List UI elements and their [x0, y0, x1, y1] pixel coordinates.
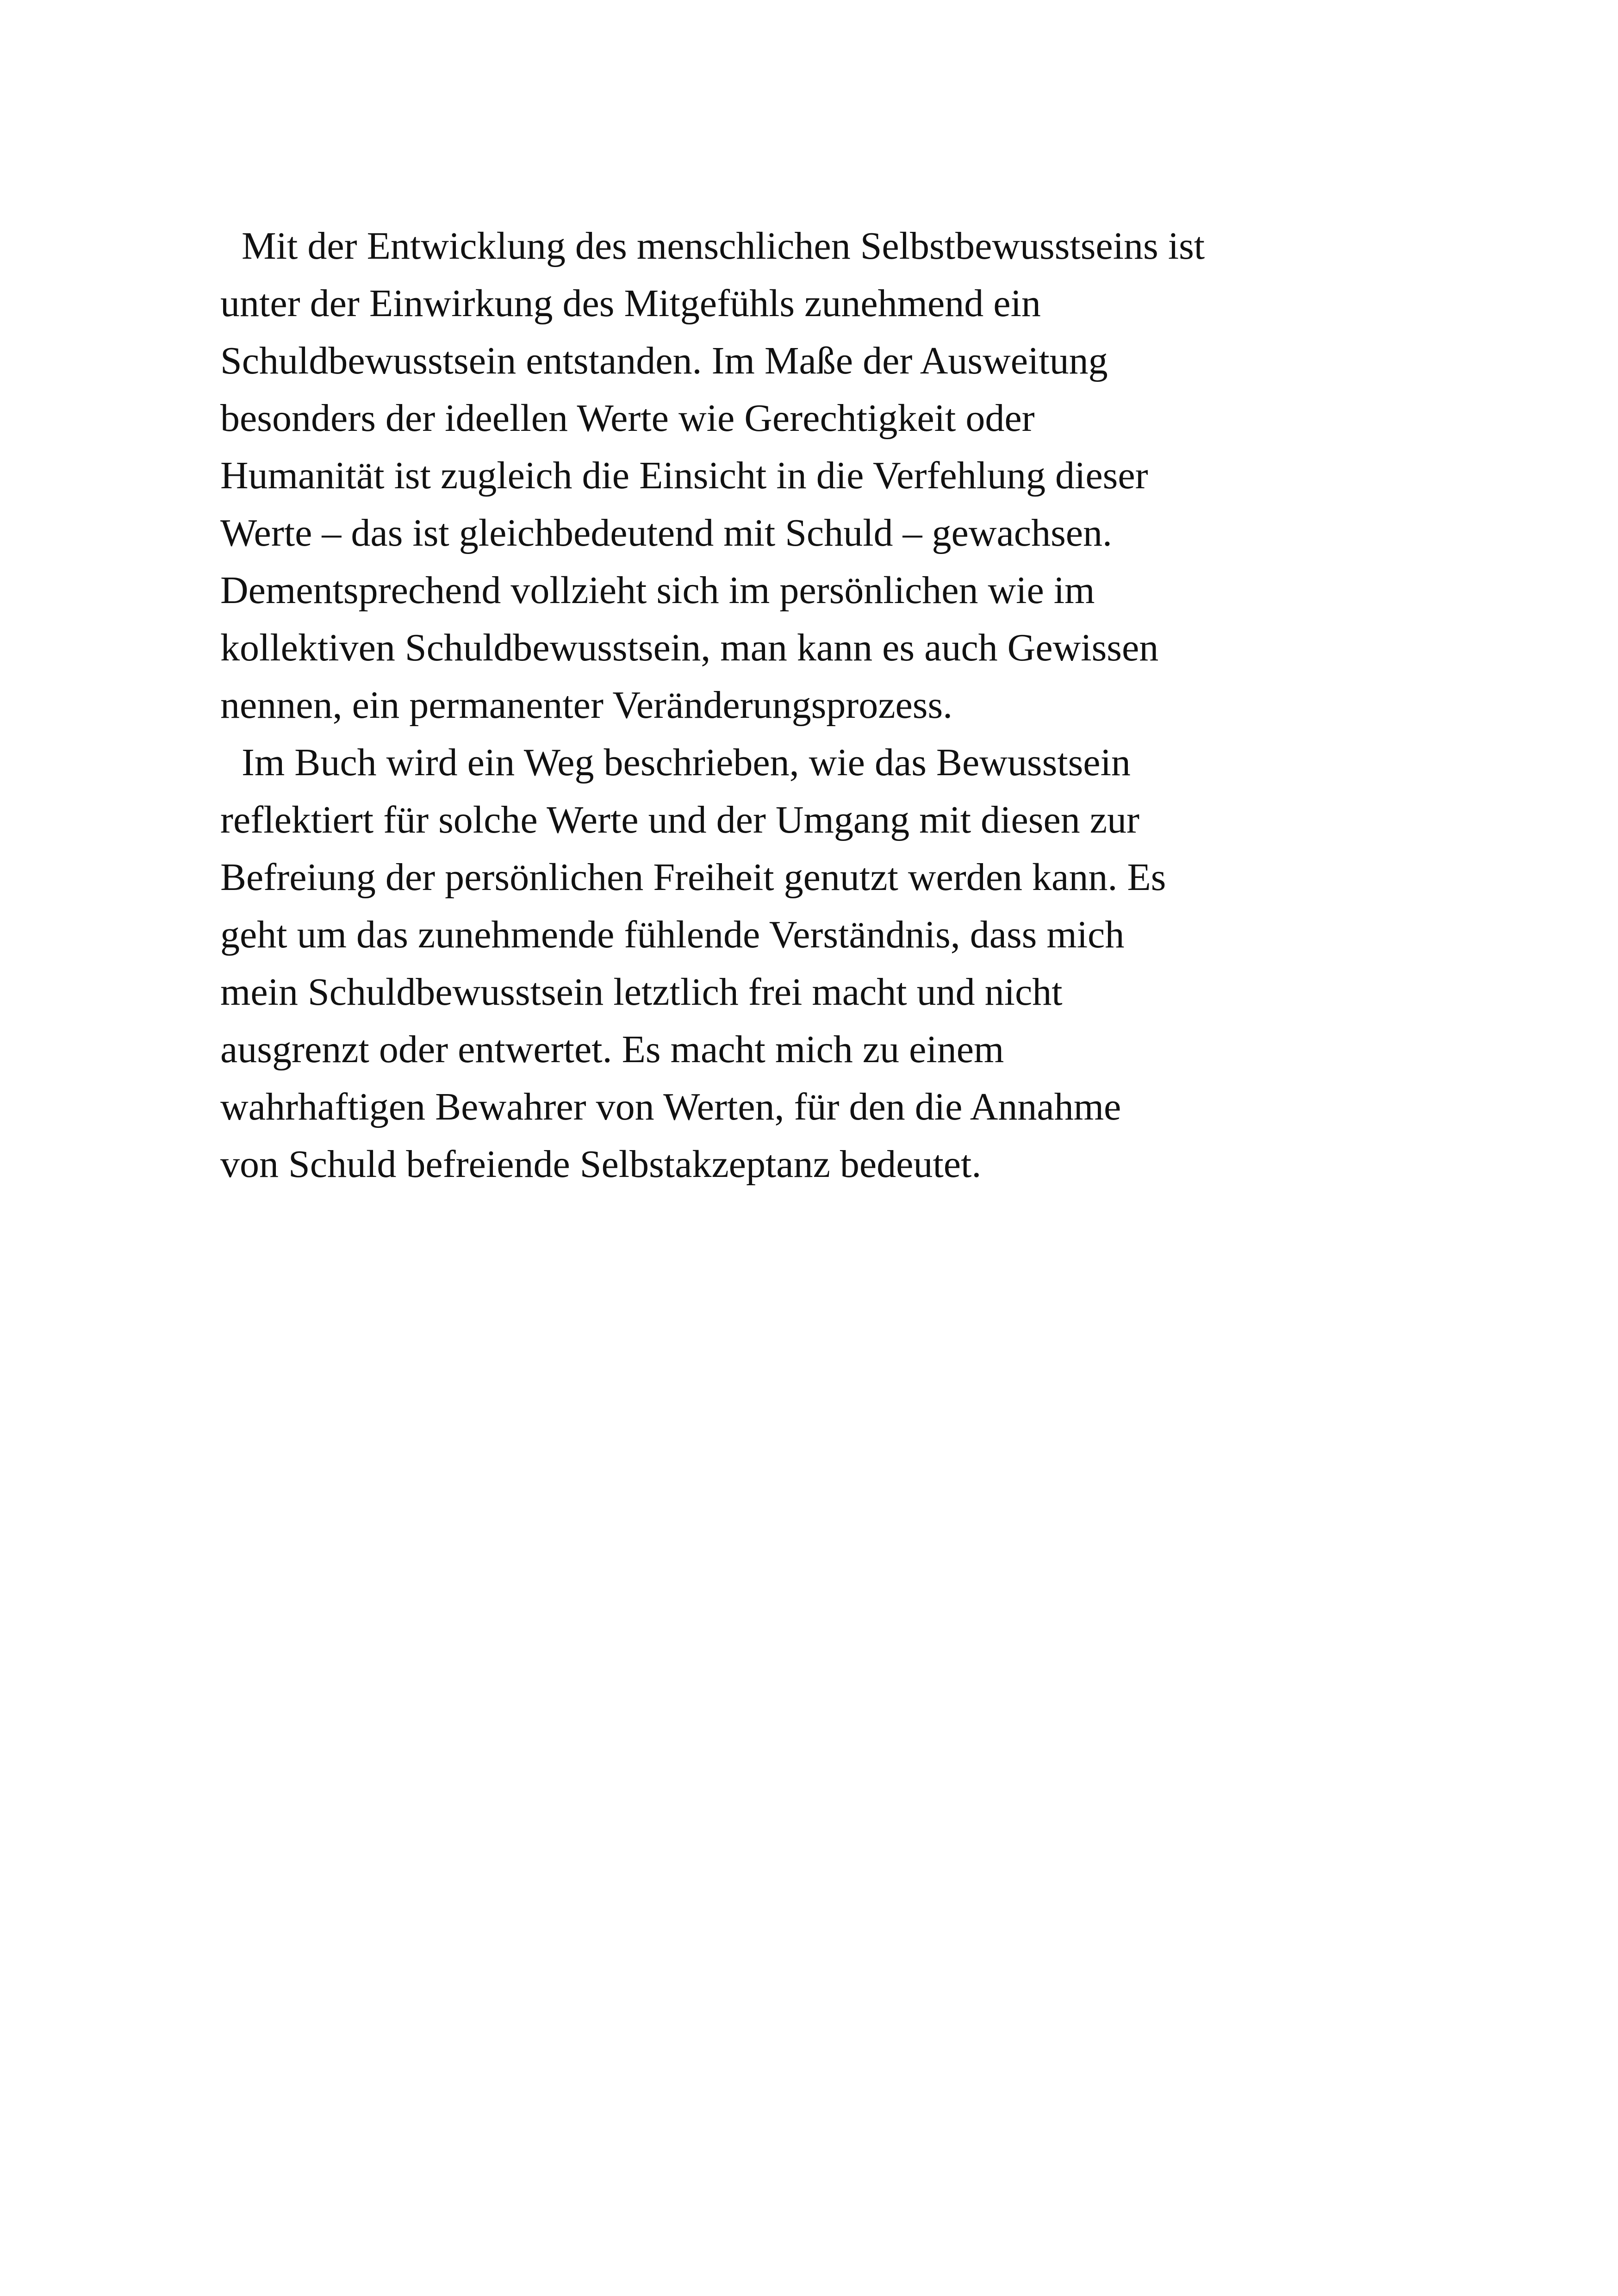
body-text: [220, 218, 1424, 1193]
text-line: Werte – das ist gleichbedeutend mit Schuld – gewachsen.: [220, 511, 1113, 554]
text-line: reflektiert für solche Werte und der Umgang mit diesen zur: [220, 798, 1139, 841]
text-line: ausgrenzt oder entwertet. Es macht mich zu einem: [220, 1028, 1004, 1071]
text-line: kollektiven Schuldbewusstsein, man kann es auch Gewissen: [220, 626, 1159, 669]
text-line: wahrhaftigen Bewahrer von Werten, für den die Annahme: [220, 1085, 1121, 1128]
text-line: mein Schuldbewusstsein letztlich frei macht und nicht: [220, 971, 1063, 1014]
text-line: Mit der Entwicklung des menschlichen Selbstbewusstseins ist: [242, 224, 1205, 268]
paragraph-2: [220, 734, 1424, 1193]
text-line: Humanität ist zugleich die Einsicht in die Verfehlung dieser: [220, 454, 1148, 497]
text-line: Befreiung der persönlichen Freiheit genutzt werden kann. Es: [220, 856, 1166, 899]
paragraph-1: [220, 218, 1424, 734]
text-line: besonders der ideellen Werte wie Gerechtigkeit oder: [220, 397, 1035, 440]
text-line: nennen, ein permanenter Veränderungsprozess.: [220, 684, 953, 727]
text-line: Dementsprechend vollzieht sich im persönlichen wie im: [220, 569, 1095, 612]
text-line: geht um das zunehmende fühlende Verständnis, dass mich: [220, 913, 1125, 956]
text-line: unter der Einwirkung des Mitgefühls zunehmend ein: [220, 282, 1041, 325]
text-line: Im Buch wird ein Weg beschrieben, wie das Bewusstsein: [242, 741, 1131, 784]
text-line: Schuldbewusstsein entstanden. Im Maße der Ausweitung: [220, 339, 1108, 382]
text-line: von Schuld befreiende Selbstakzeptanz bedeutet.: [220, 1143, 982, 1186]
